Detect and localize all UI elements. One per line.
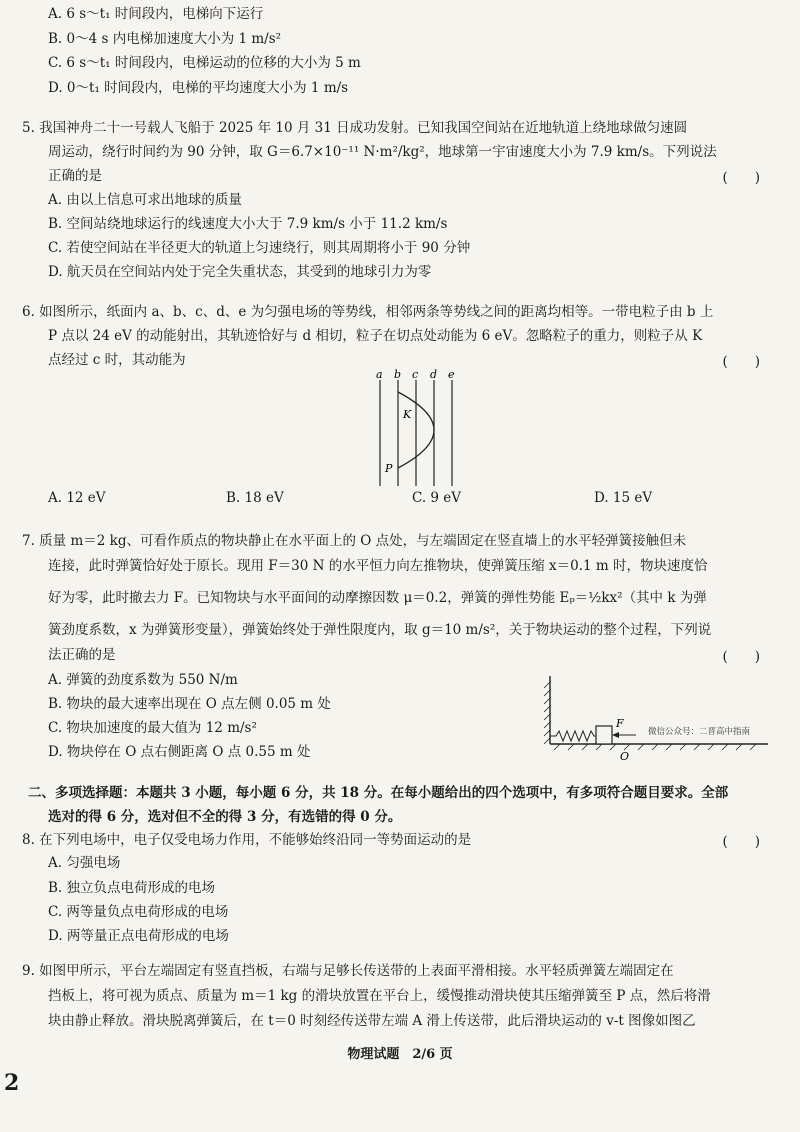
- q7-option-b: B. 物块的最大速率出现在 O 点左侧 0.05 m 处: [48, 696, 331, 712]
- label-c: c: [412, 368, 419, 381]
- spring: [550, 731, 596, 741]
- q7-stem-line3: 好为零，此时撤去力 F。已知物块与水平面间的动摩擦因数 μ＝0.2，弹簧的弹性势能 Eₚ＝½kx²（其中 k 为弹: [48, 590, 707, 606]
- q5-option-b: B. 空间站绕地球运行的线速度大小大于 7.9 km/s 小于 11.2 km/s: [48, 216, 448, 232]
- q7-stem-line1: 7. 质量 m＝2 kg、可看作质点的物块静止在水平面上的 O 点处，与左端固定在竖直墙上的水平轻弹簧接触但未: [22, 533, 687, 549]
- q4-option-c: C. 6 s～t₁ 时间段内，电梯运动的位移的大小为 5 m: [48, 55, 361, 71]
- q8-option-c: C. 两等量负点电荷形成的电场: [48, 904, 229, 920]
- q8-option-b: B. 独立负点电荷形成的电场: [48, 880, 216, 896]
- corner-page-mark: 2: [4, 1070, 20, 1096]
- q6-stem-line2: P 点以 24 eV 的动能射出，其轨迹恰好与 d 相切，粒子在切点处动能为 6 eV。忽略粒子的重力，则粒子从 K: [48, 328, 703, 344]
- q8-option-a: A. 匀强电场: [48, 855, 121, 871]
- q7-option-c: C. 物块加速度的最大值为 12 m/s²: [48, 720, 257, 736]
- section2-header-line2: 选对的得 6 分，选对但不全的得 3 分，有选错的得 0 分。: [48, 809, 402, 825]
- q6-answer-bracket: ( ): [722, 354, 760, 370]
- q5-option-d: D. 航天员在空间站内处于完全失重状态，其受到的地球引力为零: [48, 264, 432, 280]
- q7-spring-figure: [540, 672, 772, 764]
- q7-answer-bracket: ( ): [722, 649, 760, 665]
- q7-stem-line2: 连接，此时弹簧恰好处于原长。现用 F＝30 N 的水平恒力向左推物块，使弹簧压缩 x＝0.1 m 时，物块速度恰: [48, 558, 708, 574]
- q5-answer-bracket: ( ): [722, 170, 760, 186]
- q8-option-d: D. 两等量正点电荷形成的电场: [48, 928, 229, 944]
- label-e: e: [448, 368, 455, 381]
- q9-stem-line3: 块由静止释放。滑块脱离弹簧后，在 t＝0 时刻经传送带左端 A 滑上传送带，此后滑块运动的 v-t 图像如图乙: [48, 1013, 696, 1029]
- q5-option-c: C. 若使空间站在半径更大的轨道上匀速绕行，则其周期将小于 90 分钟: [48, 240, 471, 256]
- q6-option-d: D. 15 eV: [594, 490, 653, 506]
- label-a: a: [376, 368, 383, 381]
- q5-stem-line3: 正确的是: [48, 168, 102, 184]
- q6-option-b: B. 18 eV: [226, 490, 284, 506]
- q8-answer-bracket: ( ): [722, 834, 760, 850]
- origin-label: O: [620, 750, 630, 763]
- q6-stem-line3: 点经过 c 时，其动能为: [48, 352, 186, 368]
- label-p: P: [385, 462, 393, 475]
- q7-stem-line4: 簧劲度系数，x 为弹簧形变量），弹簧始终处于弹性限度内，取 g＝10 m/s²，关于物块运动的整个过程，下列说: [48, 622, 712, 638]
- q6-option-a: A. 12 eV: [48, 490, 106, 506]
- q7-stem-line5: 法正确的是: [48, 647, 116, 663]
- q5-option-a: A. 由以上信息可求出地球的质量: [48, 192, 242, 208]
- watermark: 微信公众号：二晋高中指南: [648, 727, 751, 737]
- q4-option-a: A. 6 s～t₁ 时间段内，电梯向下运行: [48, 6, 264, 22]
- label-b: b: [394, 368, 402, 381]
- q5-stem-line2: 周运动，绕行时间约为 90 分钟，取 G＝6.7×10⁻¹¹ N·m²/kg²，地球第一宇宙速度大小为 7.9 km/s。下列说法: [48, 144, 717, 160]
- q7-option-a: A. 弹簧的劲度系数为 550 N/m: [48, 672, 238, 688]
- q6-option-c: C. 9 eV: [412, 490, 462, 506]
- q9-stem-line1: 9. 如图甲所示，平台左端固定有竖直挡板，右端与足够长传送带的上表面平滑相接。水平轻质弹簧左端固定在: [22, 963, 674, 979]
- q4-option-b: B. 0～4 s 内电梯加速度大小为 1 m/s²: [48, 31, 282, 47]
- page-footer: 物理试题 2/6 页: [347, 1047, 453, 1062]
- q7-option-d: D. 物块停在 O 点右侧距离 O 点 0.55 m 处: [48, 744, 311, 760]
- q8-stem: 8. 在下列电场中，电子仅受电场力作用，不能够始终沿同一等势面运动的是: [22, 832, 472, 848]
- force-label: F: [616, 717, 624, 730]
- label-k: K: [403, 408, 412, 421]
- section2-header-line1: 二、多项选择题：本题共 3 小题，每小题 6 分，共 18 分。在每小题给出的四个选项中，有多项符合题目要求。全部: [28, 785, 729, 801]
- q5-stem-line1: 5. 我国神舟二十一号载人飞船于 2025 年 10 月 31 日成功发射。已知我国空间站在近地轨道上绕地球做匀速圆: [22, 120, 688, 136]
- q6-equipotential-figure: [370, 368, 470, 488]
- q6-stem-line1: 6. 如图所示，纸面内 a、b、c、d、e 为匀强电场的等势线，相邻两条等势线之间的距离均相等。一带电粒子由 b 上: [22, 304, 714, 320]
- block: [596, 726, 612, 744]
- q9-stem-line2: 挡板上，将可视为质点、质量为 m＝1 kg 的滑块放置在平台上，缓慢推动滑块使其压缩弹簧至 P 点，然后将滑: [48, 988, 711, 1004]
- q4-option-d: D. 0～t₁ 时间段内，电梯的平均速度大小为 1 m/s: [48, 80, 349, 96]
- label-d: d: [430, 368, 438, 381]
